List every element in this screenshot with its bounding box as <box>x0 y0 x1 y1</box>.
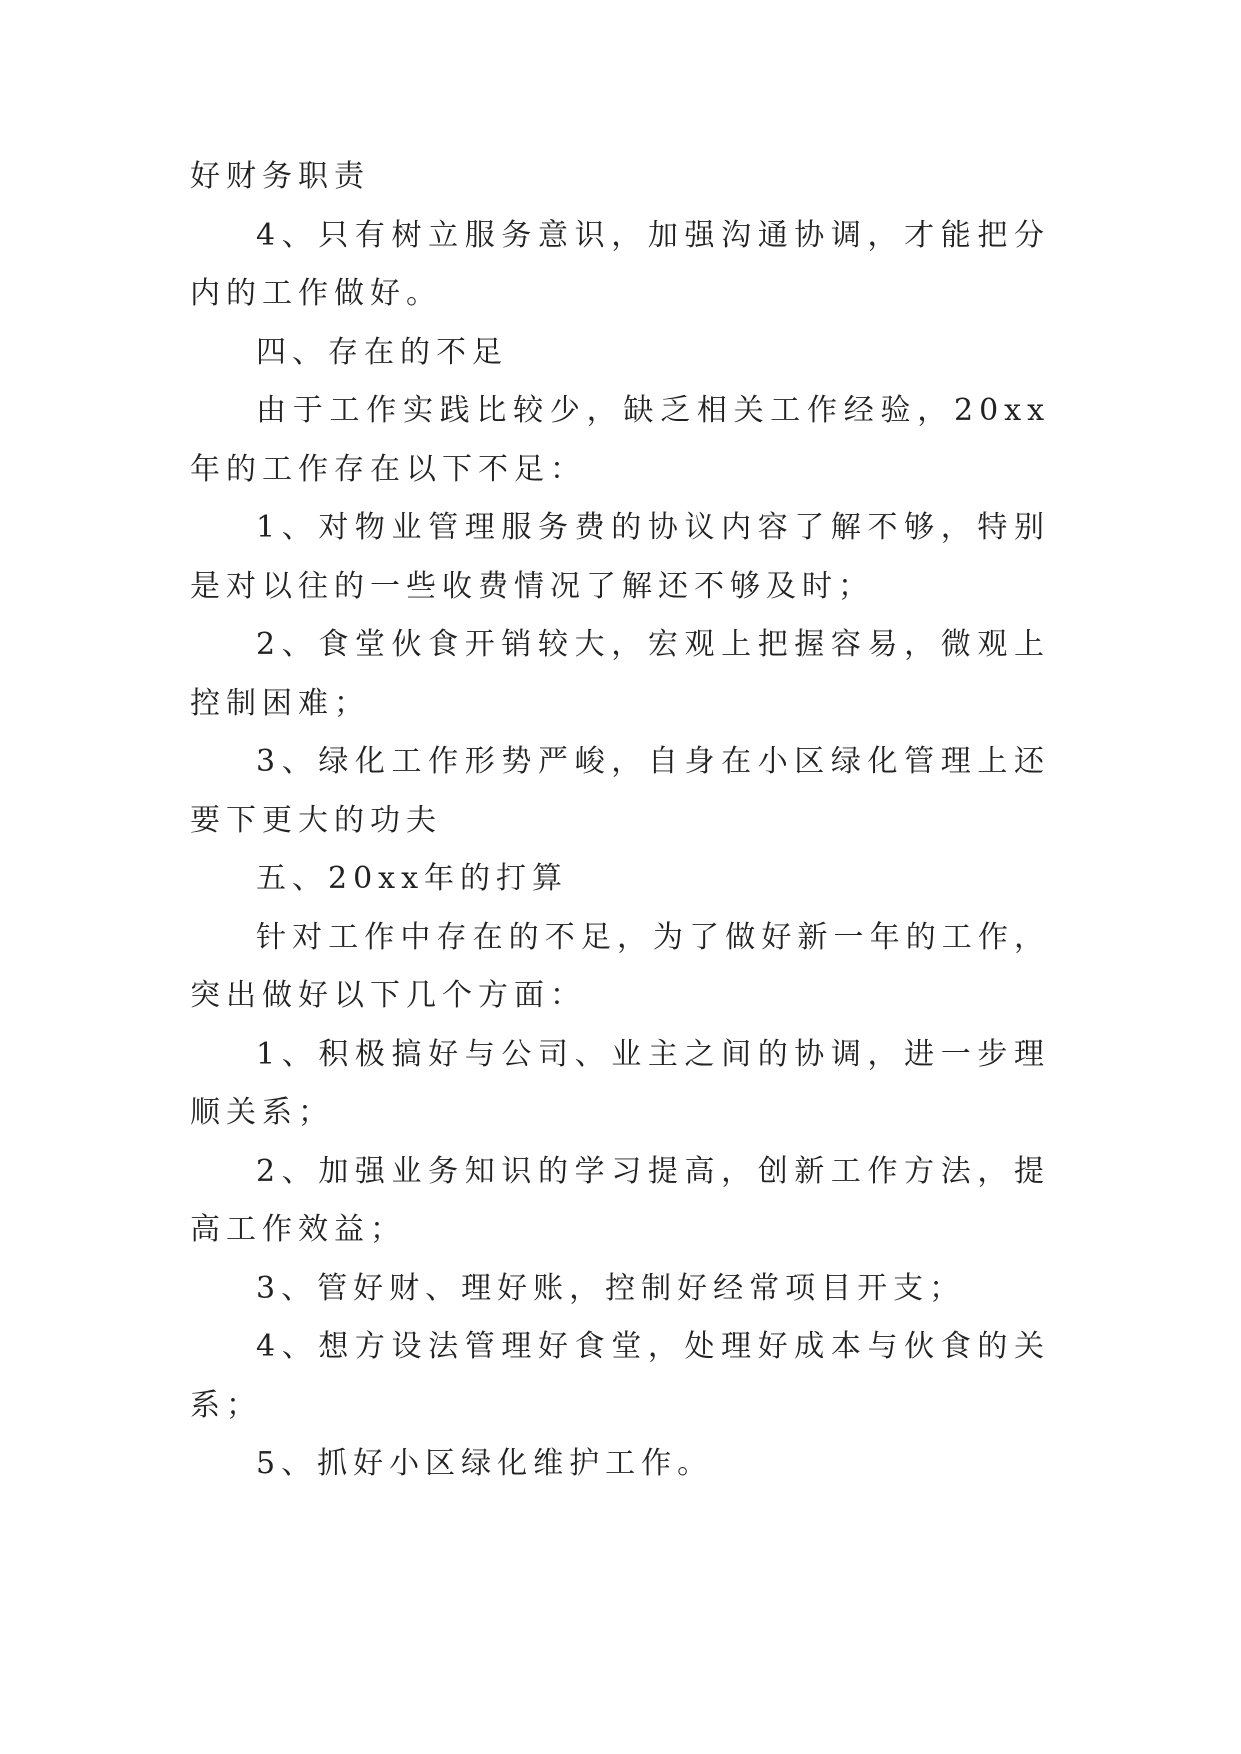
section-heading-shortcomings: 四、存在的不足 <box>256 334 508 370</box>
paragraph-shortcoming-2: 2、食堂伙食开销较大，宏观上把握容易，微观上控制困难； <box>190 627 1050 721</box>
paragraph-continuation: 好财务职责 <box>190 159 370 194</box>
paragraph-plan-1: 1、积极搞好与公司、业主之间的协调，进一步理顺关系； <box>190 1036 1050 1130</box>
paragraph-plan-2: 2、加强业务知识的学习提高，创新工作方法，提高工作效益； <box>190 1153 1050 1247</box>
paragraph-plan-3: 3、管好财、理好账，控制好经常项目开支； <box>256 1270 966 1306</box>
paragraph-shortcoming-3: 3、绿化工作形势严峻，自身在小区绿化管理上还要下更大的功夫 <box>190 744 1050 838</box>
paragraph-plan-5: 5、抓好小区绿化维护工作。 <box>256 1446 714 1481</box>
paragraph-plans-intro: 针对工作中存在的不足，为了做好新一年的工作，突出做好以下几个方面： <box>190 919 1050 1013</box>
paragraph-shortcomings-intro: 由于工作实践比较少，缺乏相关工作经验，20xx年的工作存在以下不足： <box>190 393 1050 487</box>
paragraph-plan-4: 4、想方设法管理好食堂，处理好成本与伙食的关系； <box>190 1329 1050 1423</box>
paragraph-shortcoming-1: 1、对物业管理服务费的协议内容了解不够，特别是对以往的一些收费情况了解还不够及时； <box>190 510 1050 604</box>
section-heading-plans: 五、20xx年的打算 <box>256 861 569 896</box>
paragraph-item-4: 4、只有树立服务意识，加强沟通协调，才能把分内的工作做好。 <box>190 217 1050 311</box>
document-body <box>190 148 1050 1494</box>
